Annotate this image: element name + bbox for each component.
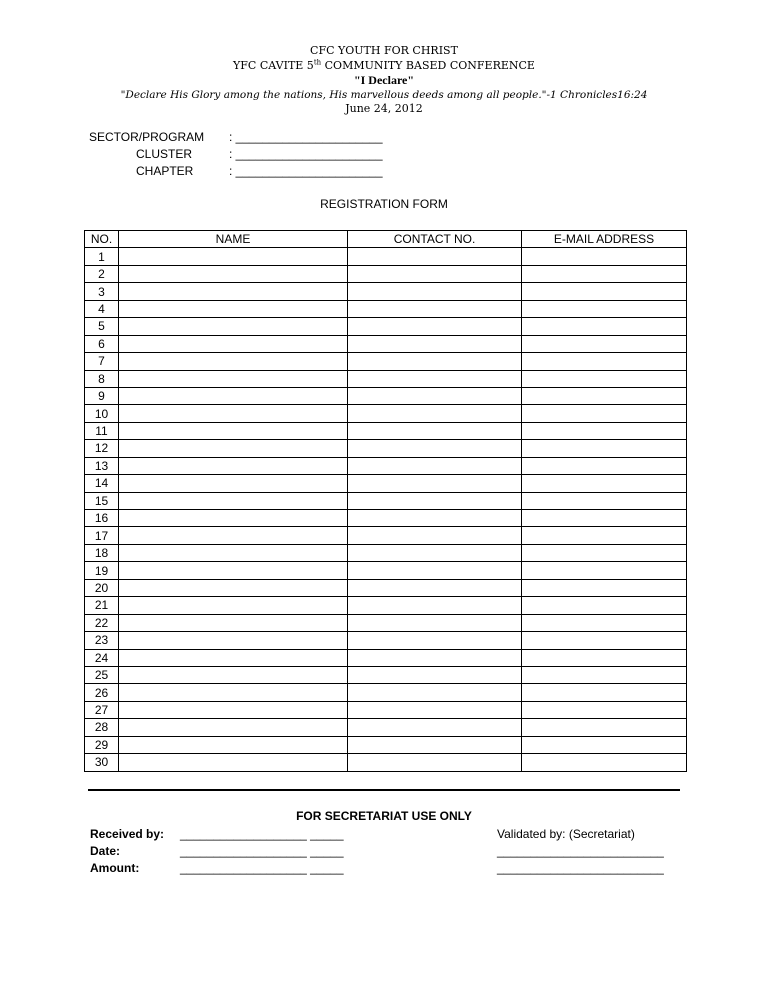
validated-by-label: Validated by: (Secretariat) — [497, 827, 635, 841]
row-number: 25 — [85, 666, 119, 683]
table-row — [85, 684, 687, 701]
row-number: 8 — [85, 370, 119, 387]
contact-cell[interactable] — [348, 492, 522, 509]
table-row — [85, 370, 687, 387]
email-cell[interactable] — [522, 283, 687, 300]
row-number: 16 — [85, 510, 119, 527]
contact-cell[interactable] — [348, 353, 522, 370]
table-header-row — [85, 231, 687, 248]
email-cell[interactable] — [522, 579, 687, 596]
email-cell[interactable] — [522, 649, 687, 666]
row-number: 23 — [85, 632, 119, 649]
name-cell[interactable] — [119, 387, 348, 404]
contact-cell[interactable] — [348, 405, 522, 422]
theme: "I Declare" — [353, 73, 415, 87]
row-number: 24 — [85, 649, 119, 666]
contact-cell[interactable] — [348, 632, 522, 649]
name-cell[interactable] — [119, 335, 348, 352]
row-number: 12 — [85, 440, 119, 457]
email-cell[interactable] — [522, 527, 687, 544]
contact-cell[interactable] — [348, 283, 522, 300]
name-cell[interactable] — [119, 405, 348, 422]
validated-line-2[interactable]: _________________________ — [497, 861, 664, 875]
table-row — [85, 475, 687, 492]
email-cell[interactable] — [522, 300, 687, 317]
row-number: 4 — [85, 300, 119, 317]
name-cell[interactable] — [119, 649, 348, 666]
contact-cell[interactable] — [348, 248, 522, 265]
form-title: REGISTRATION FORM — [320, 197, 448, 211]
event-title: YFC CAVITE 5th COMMUNITY BASED CONFERENCE — [233, 58, 535, 72]
event-date: June 24, 2012 — [345, 102, 423, 115]
name-cell[interactable] — [119, 283, 348, 300]
contact-cell[interactable] — [348, 370, 522, 387]
email-cell[interactable] — [522, 666, 687, 683]
table-row — [85, 701, 687, 718]
email-cell[interactable] — [522, 632, 687, 649]
table-row — [85, 353, 687, 370]
table-row — [85, 440, 687, 457]
contact-cell[interactable] — [348, 387, 522, 404]
table-row — [85, 248, 687, 265]
contact-cell[interactable] — [348, 754, 522, 771]
table-row — [85, 387, 687, 404]
row-number: 21 — [85, 597, 119, 614]
row-number: 6 — [85, 335, 119, 352]
name-cell[interactable] — [119, 457, 348, 474]
contact-cell[interactable] — [348, 719, 522, 736]
contact-cell[interactable] — [348, 457, 522, 474]
email-cell[interactable] — [522, 492, 687, 509]
table-row — [85, 736, 687, 753]
contact-cell[interactable] — [348, 265, 522, 282]
row-number: 17 — [85, 527, 119, 544]
name-cell[interactable] — [119, 440, 348, 457]
name-cell[interactable] — [119, 632, 348, 649]
contact-cell[interactable] — [348, 649, 522, 666]
name-cell[interactable] — [119, 719, 348, 736]
contact-cell[interactable] — [348, 614, 522, 631]
row-number: 20 — [85, 579, 119, 596]
email-cell[interactable] — [522, 562, 687, 579]
row-number: 18 — [85, 544, 119, 561]
org-name: CFC YOUTH FOR CHRIST — [310, 44, 458, 57]
email-cell[interactable] — [522, 387, 687, 404]
row-number: 27 — [85, 701, 119, 718]
col-header-contact: CONTACT NO. — [348, 231, 522, 248]
contact-cell[interactable] — [348, 318, 522, 335]
row-number: 29 — [85, 736, 119, 753]
row-number: 14 — [85, 475, 119, 492]
email-cell[interactable] — [522, 318, 687, 335]
row-number: 28 — [85, 719, 119, 736]
row-number: 26 — [85, 684, 119, 701]
received-by-field[interactable]: ___________________ _____ — [180, 827, 344, 841]
table-row — [85, 579, 687, 596]
contact-cell[interactable] — [348, 422, 522, 439]
chapter-field[interactable]: : ______________________ — [229, 164, 383, 178]
name-cell[interactable] — [119, 475, 348, 492]
contact-cell[interactable] — [348, 579, 522, 596]
name-cell[interactable] — [119, 318, 348, 335]
table-row — [85, 562, 687, 579]
row-number: 9 — [85, 387, 119, 404]
contact-cell[interactable] — [348, 562, 522, 579]
col-header-email: E-MAIL ADDRESS — [522, 231, 687, 248]
email-cell[interactable] — [522, 701, 687, 718]
email-cell[interactable] — [522, 265, 687, 282]
row-number: 15 — [85, 492, 119, 509]
table-row — [85, 318, 687, 335]
table-row — [85, 614, 687, 631]
email-cell[interactable] — [522, 353, 687, 370]
table-row — [85, 754, 687, 771]
name-cell[interactable] — [119, 353, 348, 370]
date-label: Date: — [90, 844, 121, 858]
table-row — [85, 597, 687, 614]
table-row — [85, 632, 687, 649]
email-cell[interactable] — [522, 248, 687, 265]
email-cell[interactable] — [522, 370, 687, 387]
contact-cell[interactable] — [348, 544, 522, 561]
email-cell[interactable] — [522, 544, 687, 561]
row-number: 7 — [85, 353, 119, 370]
row-number: 2 — [85, 265, 119, 282]
table-row — [85, 283, 687, 300]
name-cell[interactable] — [119, 492, 348, 509]
table-row — [85, 544, 687, 561]
contact-cell[interactable] — [348, 475, 522, 492]
email-cell[interactable] — [522, 440, 687, 457]
email-cell[interactable] — [522, 457, 687, 474]
email-cell[interactable] — [522, 510, 687, 527]
amount-field[interactable]: ___________________ _____ — [180, 861, 344, 875]
email-cell[interactable] — [522, 405, 687, 422]
row-number: 5 — [85, 318, 119, 335]
table-row — [85, 719, 687, 736]
email-cell[interactable] — [522, 614, 687, 631]
table-row — [85, 649, 687, 666]
info-fields — [89, 129, 389, 184]
sector-program-label: SECTOR/PROGRAM — [89, 130, 205, 144]
received-by-label: Received by: — [90, 827, 165, 841]
email-cell[interactable] — [522, 475, 687, 492]
table-row — [85, 265, 687, 282]
divider-line — [88, 789, 680, 791]
table-row — [85, 510, 687, 527]
name-cell[interactable] — [119, 370, 348, 387]
email-cell[interactable] — [522, 335, 687, 352]
name-cell[interactable] — [119, 666, 348, 683]
name-cell[interactable] — [119, 736, 348, 753]
chapter-label: CHAPTER — [136, 164, 194, 178]
contact-cell[interactable] — [348, 701, 522, 718]
row-number: 30 — [85, 754, 119, 771]
registration-table — [84, 230, 687, 772]
contact-cell[interactable] — [348, 684, 522, 701]
email-cell[interactable] — [522, 684, 687, 701]
contact-cell[interactable] — [348, 335, 522, 352]
name-cell[interactable] — [119, 597, 348, 614]
cluster-field[interactable]: : ______________________ — [229, 147, 383, 161]
table-row — [85, 492, 687, 509]
secretariat-title: FOR SECRETARIAT USE ONLY — [296, 809, 472, 823]
name-cell[interactable] — [119, 684, 348, 701]
cluster-label: CLUSTER — [136, 147, 193, 161]
row-number: 22 — [85, 614, 119, 631]
col-header-name: NAME — [119, 231, 348, 248]
table-row — [85, 666, 687, 683]
row-number: 19 — [85, 562, 119, 579]
sector-program-field[interactable]: : ______________________ — [229, 130, 383, 144]
name-cell[interactable] — [119, 614, 348, 631]
table-row — [85, 405, 687, 422]
row-number: 11 — [85, 422, 119, 439]
table-row — [85, 527, 687, 544]
contact-cell[interactable] — [348, 440, 522, 457]
amount-label: Amount: — [90, 861, 140, 875]
table-row — [85, 300, 687, 317]
contact-cell[interactable] — [348, 597, 522, 614]
email-cell[interactable] — [522, 754, 687, 771]
name-cell[interactable] — [119, 300, 348, 317]
name-cell[interactable] — [119, 701, 348, 718]
row-number: 13 — [85, 457, 119, 474]
name-cell[interactable] — [119, 510, 348, 527]
contact-cell[interactable] — [348, 527, 522, 544]
name-cell[interactable] — [119, 265, 348, 282]
name-cell[interactable] — [119, 579, 348, 596]
col-header-no: NO. — [85, 231, 119, 248]
scripture-quote: "Declare His Glory among the nations, His marvellous deeds among all people."-1 Chronicles16:24 — [120, 89, 648, 101]
table-row — [85, 335, 687, 352]
email-cell[interactable] — [522, 597, 687, 614]
name-cell[interactable] — [119, 248, 348, 265]
contact-cell[interactable] — [348, 300, 522, 317]
row-number: 1 — [85, 248, 119, 265]
table-row — [85, 422, 687, 439]
contact-cell[interactable] — [348, 510, 522, 527]
contact-cell[interactable] — [348, 736, 522, 753]
date-field[interactable]: ___________________ _____ — [180, 844, 344, 858]
row-number: 10 — [85, 405, 119, 422]
contact-cell[interactable] — [348, 666, 522, 683]
email-cell[interactable] — [522, 736, 687, 753]
name-cell[interactable] — [119, 527, 348, 544]
name-cell[interactable] — [119, 754, 348, 771]
name-cell[interactable] — [119, 422, 348, 439]
table-row — [85, 457, 687, 474]
name-cell[interactable] — [119, 562, 348, 579]
validated-line-1[interactable]: _________________________ — [497, 844, 664, 858]
email-cell[interactable] — [522, 719, 687, 736]
row-number: 3 — [85, 283, 119, 300]
name-cell[interactable] — [119, 544, 348, 561]
email-cell[interactable] — [522, 422, 687, 439]
